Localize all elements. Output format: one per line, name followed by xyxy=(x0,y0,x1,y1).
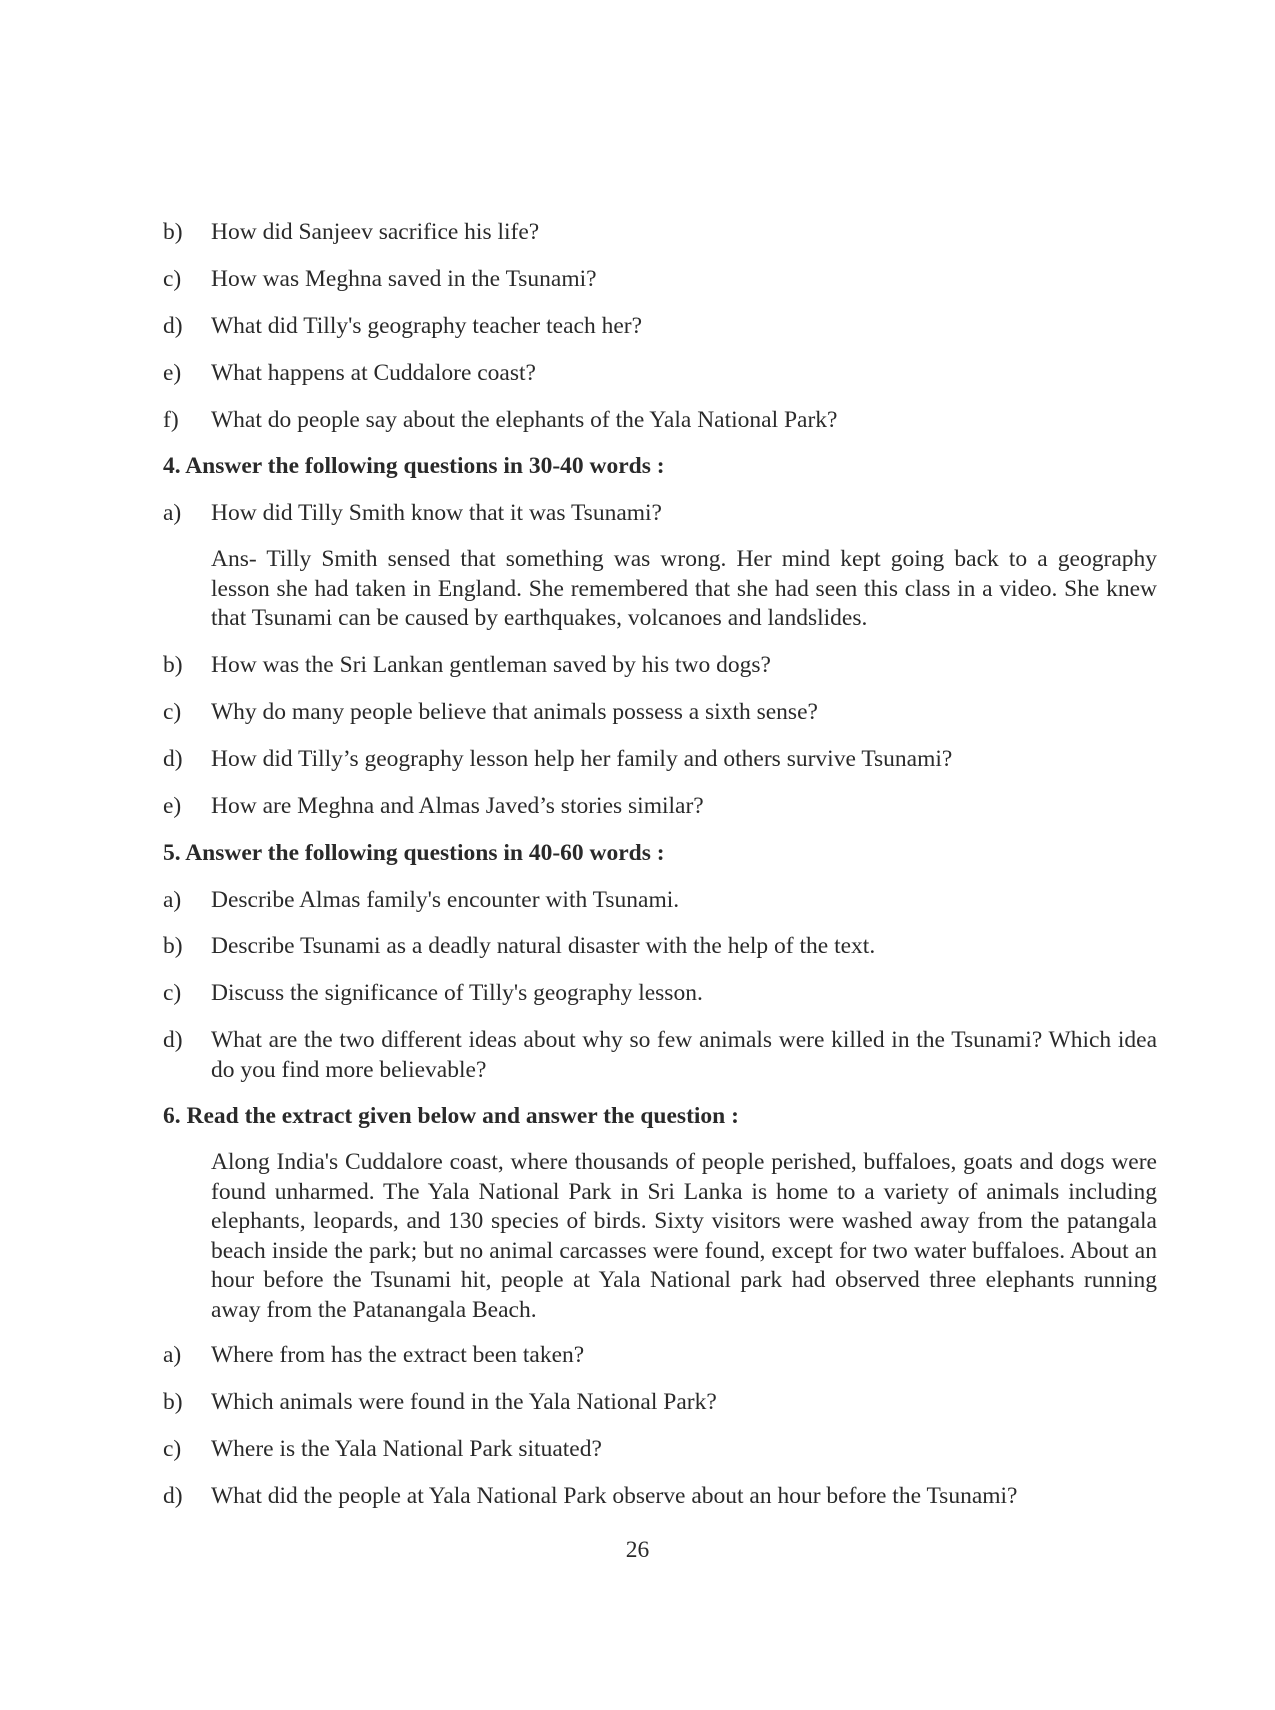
question-6b xyxy=(163,1388,1163,1417)
answer-4a: Ans- Tilly Smith sensed that something was wrong. Her mind kept going back to a geography lesson she had taken in England. She remembered that she had seen this class in a video. She knew that Tsunami can be caused by earthquakes, volcanoes and landslides. xyxy=(211,546,1157,631)
question-text: How was the Sri Lankan gentleman saved by his two dogs? xyxy=(211,652,771,678)
question-text: Discuss the significance of Tilly's geography lesson. xyxy=(211,980,703,1006)
question-label: c) xyxy=(163,980,182,1006)
section-6-heading: 6. Read the extract given below and answer the question : xyxy=(163,1103,739,1129)
page-number: 26 xyxy=(625,1537,650,1563)
question-label: b) xyxy=(163,652,183,678)
question-3f xyxy=(163,406,1163,435)
question-text: How did Tilly’s geography lesson help her family and others survive Tsunami? xyxy=(211,746,953,772)
question-label: d) xyxy=(163,1027,183,1053)
question-label: c) xyxy=(163,699,182,725)
question-text: Where from has the extract been taken? xyxy=(211,1342,585,1368)
question-text: How are Meghna and Almas Javed’s stories similar? xyxy=(211,793,704,819)
question-5b xyxy=(163,932,1163,961)
question-4e xyxy=(163,792,1163,821)
question-label: d) xyxy=(163,746,183,772)
question-text: How did Tilly Smith know that it was Tsunami? xyxy=(211,500,662,526)
question-label: d) xyxy=(163,1483,183,1509)
question-text: Describe Almas family's encounter with Tsunami. xyxy=(211,887,680,913)
question-text: What did Tilly's geography teacher teach her? xyxy=(211,313,643,339)
question-3b xyxy=(163,218,1163,247)
question-3d xyxy=(163,312,1163,341)
question-text: Which animals were found in the Yala National Park? xyxy=(211,1389,717,1415)
question-text: What do people say about the elephants of the Yala National Park? xyxy=(211,407,838,433)
question-6d xyxy=(163,1482,1163,1511)
section-4-heading: 4. Answer the following questions in 30-40 words : xyxy=(163,453,665,479)
question-text: What did the people at Yala National Park observe about an hour before the Tsunami? xyxy=(211,1483,1018,1509)
question-6a xyxy=(163,1341,1163,1370)
question-text: How did Sanjeev sacrifice his life? xyxy=(211,219,540,245)
question-4c xyxy=(163,698,1163,727)
question-label: b) xyxy=(163,219,183,245)
question-text: What happens at Cuddalore coast? xyxy=(211,360,536,386)
question-label: a) xyxy=(163,1342,182,1368)
question-text: Describe Tsunami as a deadly natural disaster with the help of the text. xyxy=(211,933,876,959)
question-5a xyxy=(163,886,1163,915)
question-label: c) xyxy=(163,266,182,292)
question-text: Why do many people believe that animals possess a sixth sense? xyxy=(211,699,818,725)
question-3e xyxy=(163,359,1163,388)
question-4a xyxy=(163,499,1163,528)
extract-passage: Along India's Cuddalore coast, where thousands of people perished, buffaloes, goats and dogs were found unharmed. The Yala National Park in Sri Lanka is home to a variety of animals including elephants, leopards, and 130 species of birds. Sixty visitors were washed away from the patangala beach inside the park; but no animal carcasses were found, except for two water buffaloes. About an hour before the Tsunami hit, people at Yala National park had observed three elephants running away from the Patanangala Beach. xyxy=(211,1149,1157,1323)
question-label: e) xyxy=(163,793,182,819)
question-6c xyxy=(163,1435,1163,1464)
question-label: f) xyxy=(163,407,179,433)
question-4b xyxy=(163,651,1163,680)
question-label: d) xyxy=(163,313,183,339)
question-5c xyxy=(163,979,1163,1008)
question-label: a) xyxy=(163,887,182,913)
question-5d-text: What are the two different ideas about why so few animals were killed in the Tsunami? Which idea do you find more believable? xyxy=(211,1027,1157,1083)
question-label: e) xyxy=(163,360,182,386)
question-text: Where is the Yala National Park situated? xyxy=(211,1436,602,1462)
question-label: b) xyxy=(163,933,183,959)
question-4d xyxy=(163,745,1163,774)
question-label: a) xyxy=(163,500,182,526)
question-text: How was Meghna saved in the Tsunami? xyxy=(211,266,597,292)
question-3c xyxy=(163,265,1163,294)
question-label: c) xyxy=(163,1436,182,1462)
question-label: b) xyxy=(163,1389,183,1415)
section-5-heading: 5. Answer the following questions in 40-60 words : xyxy=(163,840,665,866)
